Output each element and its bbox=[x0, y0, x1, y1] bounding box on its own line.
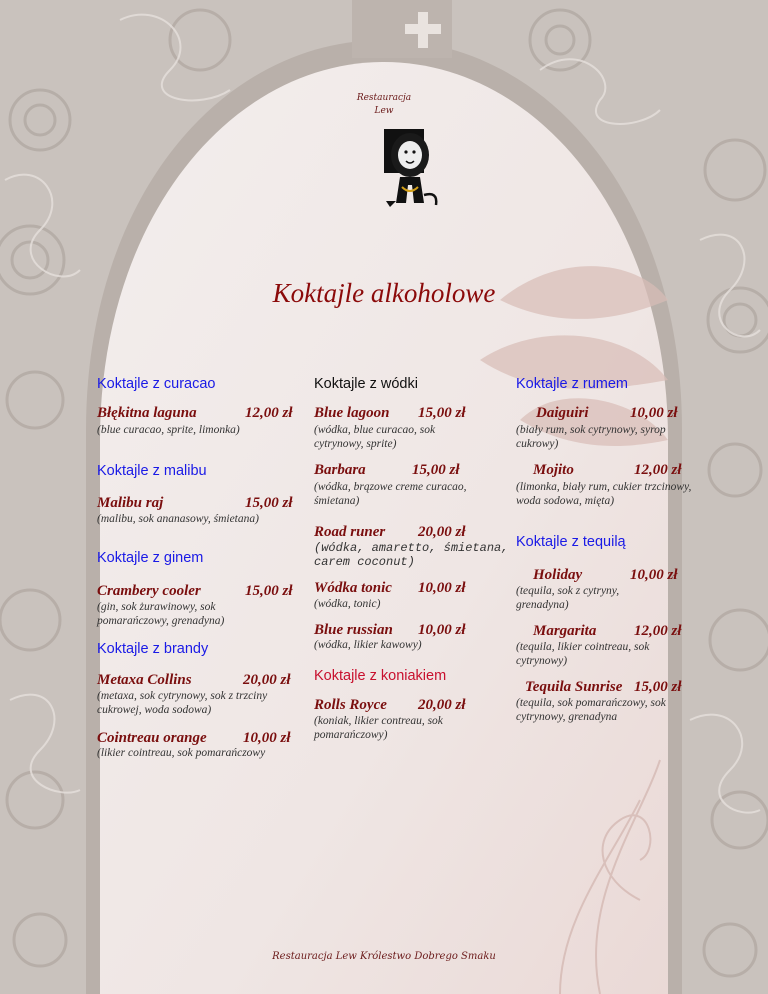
item-price: 20,00 zł bbox=[418, 697, 466, 713]
item-name: Wódka tonic bbox=[314, 580, 392, 596]
section-heading-brandy: Koktajle z brandy bbox=[97, 641, 209, 657]
item-description: (biały rum, sok cytrynowy, syrop cukrowy) bbox=[516, 424, 666, 450]
item-description: (limonka, biały rum, cukier trzcinowy, woda sodowa, mięta) bbox=[516, 481, 692, 507]
item-price: 20,00 zł bbox=[243, 672, 291, 688]
section-heading-rum: Koktajle z rumem bbox=[516, 376, 629, 392]
item-name: Malibu raj bbox=[97, 495, 164, 511]
item-name: Barbara bbox=[314, 462, 366, 478]
restaurant-brand bbox=[0, 92, 768, 118]
item-name: Rolls Royce bbox=[314, 697, 387, 713]
item-description: (blue curacao, sprite, limonka) bbox=[97, 424, 240, 436]
item-description: (tequila, likier cointreau, sok cytrynowy) bbox=[516, 641, 650, 667]
item-name: Blue lagoon bbox=[314, 405, 390, 421]
item-name: Blue russian bbox=[314, 622, 393, 638]
item-name: Cointreau orange bbox=[97, 730, 207, 746]
item-price: 12,00 zł bbox=[634, 462, 682, 478]
footer-tagline: Restauracja Lew Królestwo Dobrego Smaku bbox=[272, 951, 496, 962]
item-price: 10,00 zł bbox=[630, 567, 678, 583]
item-description: (wódka, tonic) bbox=[314, 598, 381, 610]
item-description: (gin, sok żurawinowy, sok pomarańczowy, grenadyna) bbox=[97, 601, 225, 627]
item-name: Daiguiri bbox=[536, 405, 589, 421]
item-name: Road runer bbox=[314, 524, 386, 540]
item-description: (metaxa, sok cytrynowy, sok z trzciny cukrowej, woda sodowa) bbox=[97, 690, 268, 716]
item-price: 12,00 zł bbox=[245, 405, 293, 421]
item-description: (tequila, sok z cytryny, grenadyna) bbox=[516, 585, 620, 611]
item-description: (likier cointreau, sok pomarańczowy bbox=[97, 747, 266, 759]
item-price: 15,00 zł bbox=[412, 462, 460, 478]
item-name: Metaxa Collins bbox=[97, 672, 192, 688]
item-description: (koniak, likier contreau, sok pomarańczowy) bbox=[314, 715, 443, 741]
section-heading-curacao: Koktajle z curacao bbox=[97, 376, 216, 392]
item-name: Mojito bbox=[533, 462, 574, 478]
page-title: Koktajle alkoholowe bbox=[272, 278, 496, 308]
item-price: 20,00 zł bbox=[418, 524, 466, 540]
section-heading-tequila: Koktajle z tequilą bbox=[516, 534, 626, 550]
item-price: 10,00 zł bbox=[418, 622, 466, 638]
item-description: (malibu, sok ananasowy, śmietana) bbox=[97, 513, 259, 525]
item-price: 10,00 zł bbox=[243, 730, 291, 746]
item-description: (wódka, blue curacao, sok cytrynowy, sprite) bbox=[314, 424, 436, 450]
item-description: (tequila, sok pomarańczowy, sok cytrynowy, grenadyna bbox=[516, 697, 666, 723]
item-name: Tequila Sunrise bbox=[525, 679, 623, 695]
section-heading-malibu: Koktajle z malibu bbox=[97, 463, 207, 479]
item-price: 15,00 zł bbox=[418, 405, 466, 421]
brand-line-2: Lew bbox=[374, 106, 394, 116]
section-heading-wodka: Koktajle z wódki bbox=[314, 376, 418, 392]
item-price: 12,00 zł bbox=[634, 623, 682, 639]
lion-icon bbox=[382, 125, 440, 213]
item-name: Błękitna laguna bbox=[97, 405, 197, 421]
item-price: 15,00 zł bbox=[634, 679, 682, 695]
item-name: Holiday bbox=[533, 567, 583, 583]
section-heading-koniak: Koktajle z koniakiem bbox=[314, 668, 447, 684]
item-name: Crambery cooler bbox=[97, 583, 201, 599]
item-description: (wódka, brązowe creme curacao, śmietana) bbox=[314, 481, 467, 507]
item-price: 10,00 zł bbox=[630, 405, 678, 421]
item-price: 15,00 zł bbox=[245, 495, 293, 511]
item-description: (wódka, likier kawowy) bbox=[314, 639, 422, 651]
brand-line-1: Restauracja bbox=[356, 93, 412, 103]
item-price: 10,00 zł bbox=[418, 580, 466, 596]
item-description: (wódka, amaretto, śmietana, carem coconut) bbox=[314, 541, 509, 569]
section-heading-gin: Koktajle z ginem bbox=[97, 550, 204, 566]
item-price: 15,00 zł bbox=[245, 583, 293, 599]
item-name: Margarita bbox=[533, 623, 597, 639]
